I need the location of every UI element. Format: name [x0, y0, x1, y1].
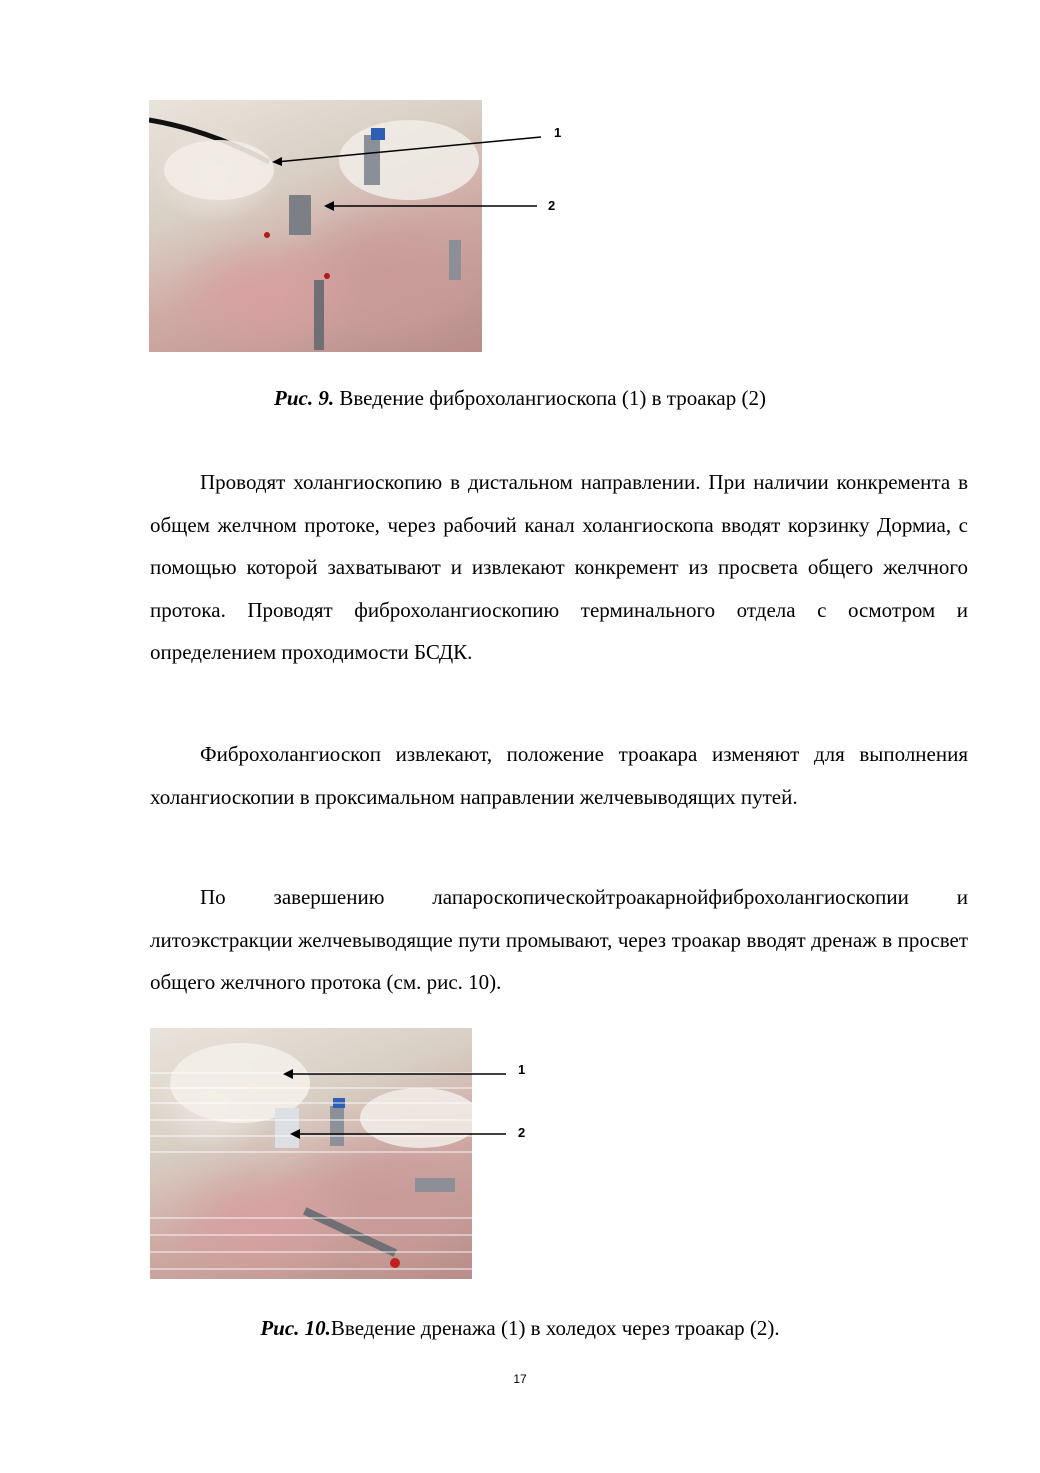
figure-10-callout-1: 1 [518, 1062, 526, 1077]
paragraph-drainage: По завершению лапароскопическойтроакарнойфиброхолангиоскопии и литоэкстракции желчевыводящие пути промывают, через троакар вводят дренаж в просвет общего желчного протока (см. рис. 10). [150, 885, 968, 994]
page-number: 17 [513, 1372, 527, 1386]
paragraph-cholangioscopy: Проводят холангиоскопию в дистальном направлении. При наличии конкремента в общем желчном протоке, через рабочий канал холангиоскопа вводят корзинку Дормиа, с помощью которой захватывают и извлекают конкремент из просвета общего желчного протока. Проводят фиброхолангиоскопию терминального отдела с осмотром и определением проходимости БСДК. [150, 470, 968, 664]
figure-10-caption-label: Рис. 10. [260, 1316, 331, 1340]
figure-9-caption-text: Введение фиброхолангиоскопа (1) в троакар (2) [334, 386, 766, 410]
paragraph-scope-removal: Фиброхолангиоскоп извлекают, положение троакара изменяют для выполнения холангиоскопии в проксимальном направлении желчевыводящих путей. [150, 742, 968, 809]
figure-10-callout-2: 2 [518, 1125, 526, 1140]
figure-10-caption [0, 1314, 1040, 1342]
figure-9-caption-label: Рис. 9. [274, 386, 335, 410]
figure-9-callout-1: 1 [554, 125, 562, 140]
figure-9-callout-2: 2 [548, 198, 556, 213]
figure-10-caption-text: Введение дренажа (1) в холедох через троакар (2). [330, 1316, 780, 1340]
